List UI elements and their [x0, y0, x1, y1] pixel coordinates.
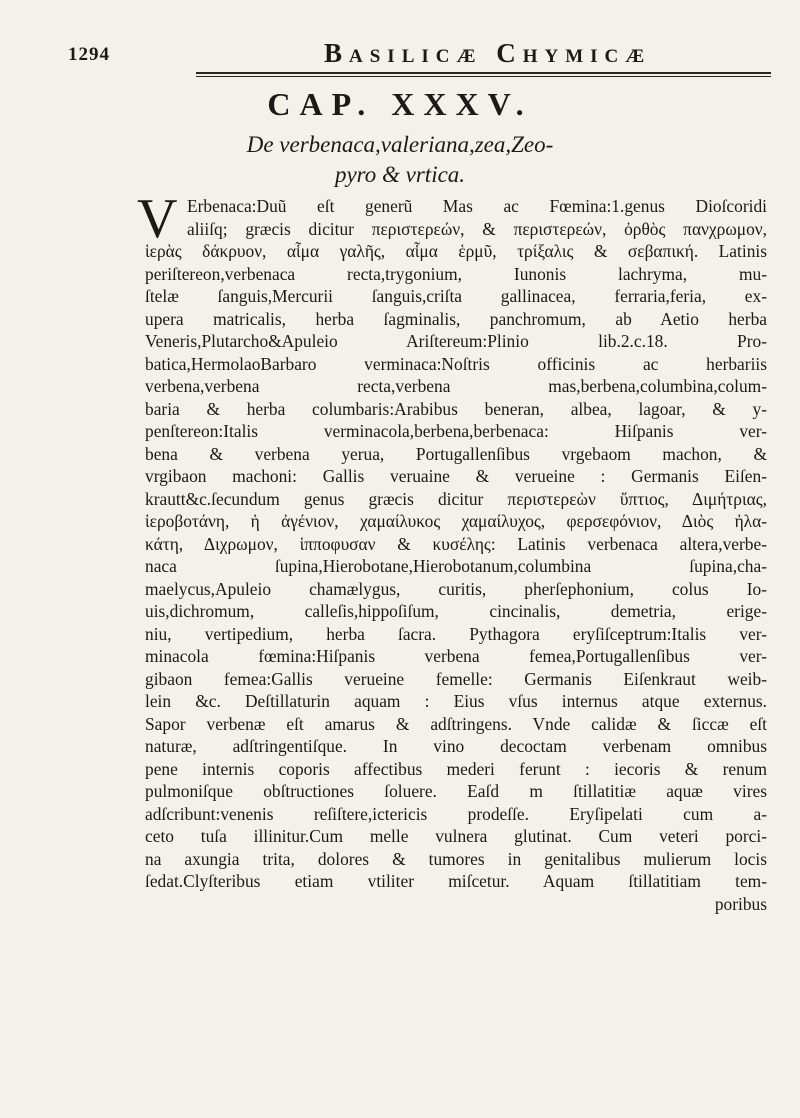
chapter-subtitle [0, 130, 800, 190]
text-line: minacola fœmina:Hiſpanis verbena femea,Portugallenſibus ver- [145, 646, 767, 666]
chapter-heading: CAP. XXXV. [267, 86, 533, 122]
chapter-subtitle-line-1: De verbenaca,valeriana,zea,Zeo- [246, 132, 554, 157]
text-line: maelycus,Apuleio chamælygus, curitis, pherſephonium, colus Io- [145, 578, 767, 599]
text-line: naturæ, adſtringentiſque. In vino decoctam verbenam omnibus [145, 736, 767, 756]
text-line: aliiſq; græcis dicitur περιστερεών, & περιστερεών, ὀρθὸς πανχρωμον, [187, 218, 767, 239]
text-line: ἱερὰς δάκρυον, αἷμα γαλῆς, αἷμα ἑρμῦ, τρίξαλις & σεβαπική. Latinis [145, 241, 767, 261]
text-line: Erbenaca:Duũ eſt generũ Mas ac Fœmina:1.genus Dioſcoridi [187, 196, 767, 216]
header-rule-thin [196, 76, 771, 77]
text-line: verbena,verbena recta,verbena mas,berbena,columbina,colum- [145, 376, 767, 396]
text-line: vrgibaon machoni: Gallis veruaine & verueine : Germanis Eiſen- [145, 466, 767, 486]
text-line: ceto tuſa illinitur.Cum melle vulnera glutinat. Cum veteri porci- [145, 826, 767, 846]
text-line: krautt&c.ſecundum genus græcis dicitur περιστερεὼν ὕπτιος, Διμήτριας, [145, 488, 767, 509]
text-line: uis,dichromum, calleſis,hippoſiſum, cincinalis, demetria, erige- [145, 601, 767, 621]
text-line: pene internis coporis affectibus mederi ferunt : iecoris & renum [145, 758, 767, 779]
text-line: ἱερoβοτάνη, ἡ ἀγένιον, χαμαίλυκος χαμαίλυχος, φερσεφόνιον, Διὸς ἠλα- [145, 511, 767, 531]
chapter-subtitle-line-2: pyro & vrtica. [334, 162, 466, 187]
drop-cap: V [137, 188, 178, 250]
text-line: Sapor verbenæ eſt amarus & adſtringens. Vnde calidæ & ſiccæ eſt [145, 713, 767, 734]
text-line: periſtereon,verbenaca recta,trygonium, Iunonis lachryma, mu- [145, 263, 767, 284]
header-rule [196, 72, 771, 74]
text-line: poribus [714, 893, 767, 914]
running-head [68, 38, 750, 68]
page-number: 1294 [68, 44, 110, 65]
text-line: pulmoniſque obſtructiones ſoluere. Eaſd m ſtillatitiæ aquæ vires [145, 781, 767, 801]
text-line: gibaon femea:Gallis verueine femelle: Germanis Eiſenkraut weib- [145, 668, 767, 689]
text-line: κάτη, Διχρωμον, ἱπποφυσαν & κυσέλης: Latinis verbenaca altera,verbe- [145, 533, 767, 554]
text-line: lein &c. Deſtillaturin aquam : Eius vſus internus atque externus. [145, 691, 767, 711]
text-line: ſedat.Clyſteribus etiam vtiliter miſcetur. Aquam ſtillatitiam tem- [145, 871, 767, 891]
text-line: bena & verbena yerua, Portugallenſibus vrgebaom machon, & [145, 443, 767, 464]
text-line: adſcribunt:venenis reſiſtere,ictericis prodeſſe. Eryſipelati cum a- [145, 803, 767, 824]
text-line: naca ſupina,Hierobotane,Hierobotanum,columbina ſupina,cha- [145, 556, 767, 576]
running-title: Basilicæ Chymicæ [324, 38, 652, 68]
text-line: upera matricalis, herba ſagminalis, panchromum, ab Aetio herba [145, 308, 767, 329]
text-line: ſtelæ ſanguis,Mercurii ſanguis,criſta gallinacea, ferraria,feria, ex- [145, 286, 767, 306]
text-line: penſtereon:Italis verminacola,berbena,berbenaca: Hiſpanis ver- [145, 421, 767, 441]
text-line: niu, vertipedium, herba ſacra. Pythagora eryſiſceptrum:Italis ver- [145, 623, 767, 644]
text-line: baria & herba columbaris:Arabibus beneran, albea, lagoar, & y- [145, 398, 767, 419]
body-text [137, 188, 767, 915]
text-line: batica,HermolaoBarbaro verminaca:Noſtris officinis ac herbariis [145, 353, 767, 374]
text-line: Veneris,Plutarcho&Apuleio Ariſtereum:Plinio lib.2.c.18. Pro- [145, 331, 767, 351]
text-line: na axungia trita, dolores & tumores in genitalibus mulierum locis [145, 848, 767, 869]
